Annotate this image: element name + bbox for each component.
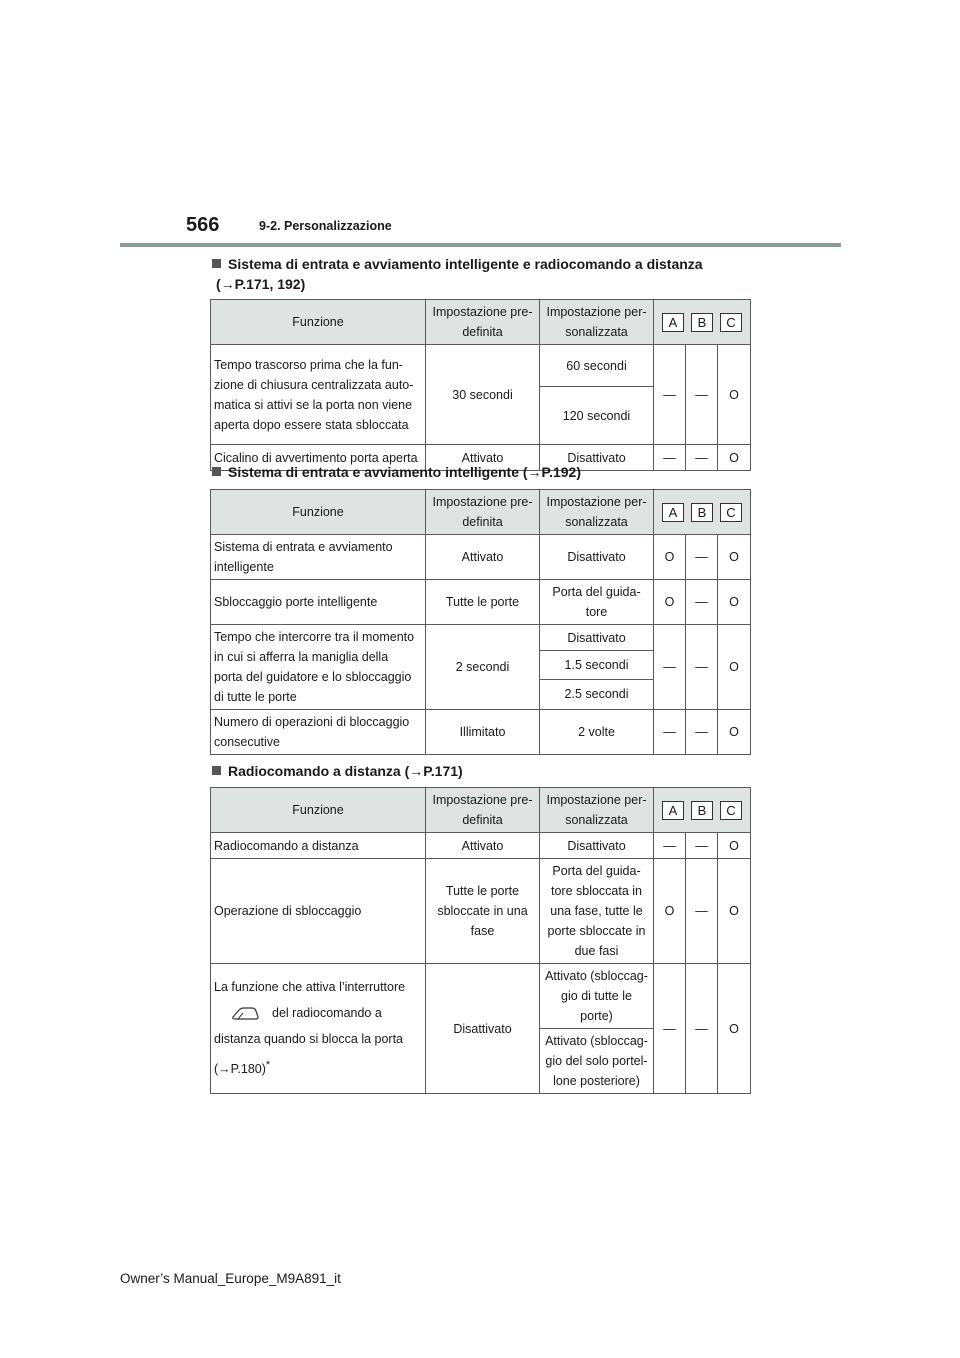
table-cell-a: — (654, 833, 686, 859)
table-cell-function: Sbloccaggio porte intelligente (211, 580, 426, 625)
col-header-funzione: Funzione (211, 788, 426, 833)
box-a-icon: A (662, 503, 684, 522)
table-cell-c: O (718, 964, 751, 1094)
table-cell-b: — (686, 580, 718, 625)
table-cell-function: Radiocomando a distanza (211, 833, 426, 859)
table-cell-b: — (686, 964, 718, 1094)
square-bullet-icon (212, 259, 221, 268)
square-bullet-icon (212, 766, 221, 775)
table-cell-custom: Disattivato (540, 535, 654, 580)
col-header-default: Impostazione pre- definita (426, 300, 540, 345)
table-cell-default: Attivato (426, 833, 540, 859)
table-cell-a: — (654, 964, 686, 1094)
col-header-custom: Impostazione per- sonalizzata (540, 490, 654, 535)
table-cell-function: Operazione di sbloccaggio (211, 859, 426, 964)
col-header-default: Impostazione pre- definita (426, 788, 540, 833)
box-b-icon: B (691, 503, 713, 522)
table-cell-c: O (718, 625, 751, 710)
table-cell-c: O (718, 445, 751, 471)
footer-text: Owner’s Manual_Europe_M9A891_it (120, 1271, 341, 1286)
settings-table-1 (210, 299, 751, 471)
section-heading-3 (212, 761, 463, 781)
heading-ref: (→P.171, 192) (216, 276, 306, 292)
box-b-icon: B (691, 801, 713, 820)
box-a-icon: A (662, 801, 684, 820)
table-cell-custom: 2 volte (540, 710, 654, 755)
heading-text: Sistema di entrata e avviamento intelligente e radiocomando a distanza (228, 256, 703, 272)
heading-text: Radiocomando a distanza (→P.171) (228, 763, 463, 779)
table-cell-a: O (654, 535, 686, 580)
table-cell-c: O (718, 345, 751, 445)
table-cell-default: Attivato (426, 445, 540, 471)
col-header-custom: Impostazione per- sonalizzata (540, 788, 654, 833)
table-cell-a: — (654, 345, 686, 445)
table-cell-c: O (718, 859, 751, 964)
page-number: 566 (186, 214, 220, 236)
col-header-funzione: Funzione (211, 300, 426, 345)
table-cell-default: Tutte le porte (426, 580, 540, 625)
table-cell-default: Disattivato (426, 964, 540, 1094)
col-header-custom: Impostazione per- sonalizzata (540, 300, 654, 345)
table-cell-default: 2 secondi (426, 625, 540, 710)
box-b-icon: B (691, 313, 713, 332)
table-cell-a: O (654, 859, 686, 964)
table-cell-custom: 120 secondi (540, 387, 654, 445)
table-cell-a: O (654, 580, 686, 625)
table-cell-default: Attivato (426, 535, 540, 580)
table-cell-c: O (718, 580, 751, 625)
table-cell-a: — (654, 710, 686, 755)
table-cell-b: — (686, 625, 718, 710)
table-cell-function: Tempo che intercorre tra il momento in cui si afferra la maniglia della porta del guidatore e lo sbloccaggio di tutte le porte (211, 625, 426, 710)
square-bullet-icon (212, 467, 221, 476)
table-cell-default: 30 secondi (426, 345, 540, 445)
table-cell-b: — (686, 345, 718, 445)
lock-switch-icon (230, 1006, 260, 1022)
table-cell-default: Illimitato (426, 710, 540, 755)
table-cell-function: La funzione che attiva l’interruttore del radiocomando a distanza quando si blocca la porta (→P.180)* (211, 964, 426, 1094)
table-cell-custom: Attivato (sbloccag- gio del solo portel- lone posteriore) (540, 1029, 654, 1094)
table-cell-b: — (686, 833, 718, 859)
col-header-abc (654, 788, 751, 833)
table-cell-c: O (718, 710, 751, 755)
col-header-default: Impostazione pre- definita (426, 490, 540, 535)
section-label: 9-2. Personalizzazione (259, 219, 392, 233)
settings-table-2 (210, 489, 751, 755)
table-cell-custom: Disattivato (540, 625, 654, 651)
table-cell-function: Sistema di entrata e avviamento intelligente (211, 535, 426, 580)
table-cell-default: Tutte le porte sbloccate in una fase (426, 859, 540, 964)
table-cell-b: — (686, 710, 718, 755)
table-cell-custom: Attivato (sbloccag- gio di tutte le porte) (540, 964, 654, 1029)
table-cell-custom: 2.5 secondi (540, 679, 654, 709)
box-c-icon: C (720, 503, 742, 522)
col-header-abc (654, 300, 751, 345)
table-cell-function: Numero di operazioni di bloccaggio consecutive (211, 710, 426, 755)
box-c-icon: C (720, 313, 742, 332)
table-cell-custom: Disattivato (540, 445, 654, 471)
box-a-icon: A (662, 313, 684, 332)
heading-text: Sistema di entrata e avviamento intelligente (→P.192) (228, 464, 581, 480)
table-cell-b: — (686, 535, 718, 580)
table-cell-custom: 1.5 secondi (540, 651, 654, 679)
table-cell-custom: 60 secondi (540, 345, 654, 387)
table-cell-c: O (718, 535, 751, 580)
table-cell-c: O (718, 833, 751, 859)
section-heading-1 (212, 254, 703, 294)
table-cell-a: — (654, 625, 686, 710)
header-rule (120, 243, 841, 247)
table-cell-a: — (654, 445, 686, 471)
section-heading-2 (212, 462, 581, 482)
table-cell-function: Tempo trascorso prima che la fun- zione di chiusura centralizzata auto- matica si attivi se la porta non viene aperta dopo essere stata sbloccata (211, 345, 426, 445)
col-header-abc (654, 490, 751, 535)
settings-table-3 (210, 787, 751, 1094)
table-cell-custom: Porta del guida- tore (540, 580, 654, 625)
table-cell-custom: Porta del guida- tore sbloccata in una fase, tutte le porte sbloccate in due fasi (540, 859, 654, 964)
table-cell-custom: Disattivato (540, 833, 654, 859)
col-header-funzione: Funzione (211, 490, 426, 535)
table-cell-function: Cicalino di avvertimento porta aperta (211, 445, 426, 471)
table-cell-b: — (686, 859, 718, 964)
table-cell-b: — (686, 445, 718, 471)
footnote-mark: * (265, 1059, 271, 1072)
box-c-icon: C (720, 801, 742, 820)
